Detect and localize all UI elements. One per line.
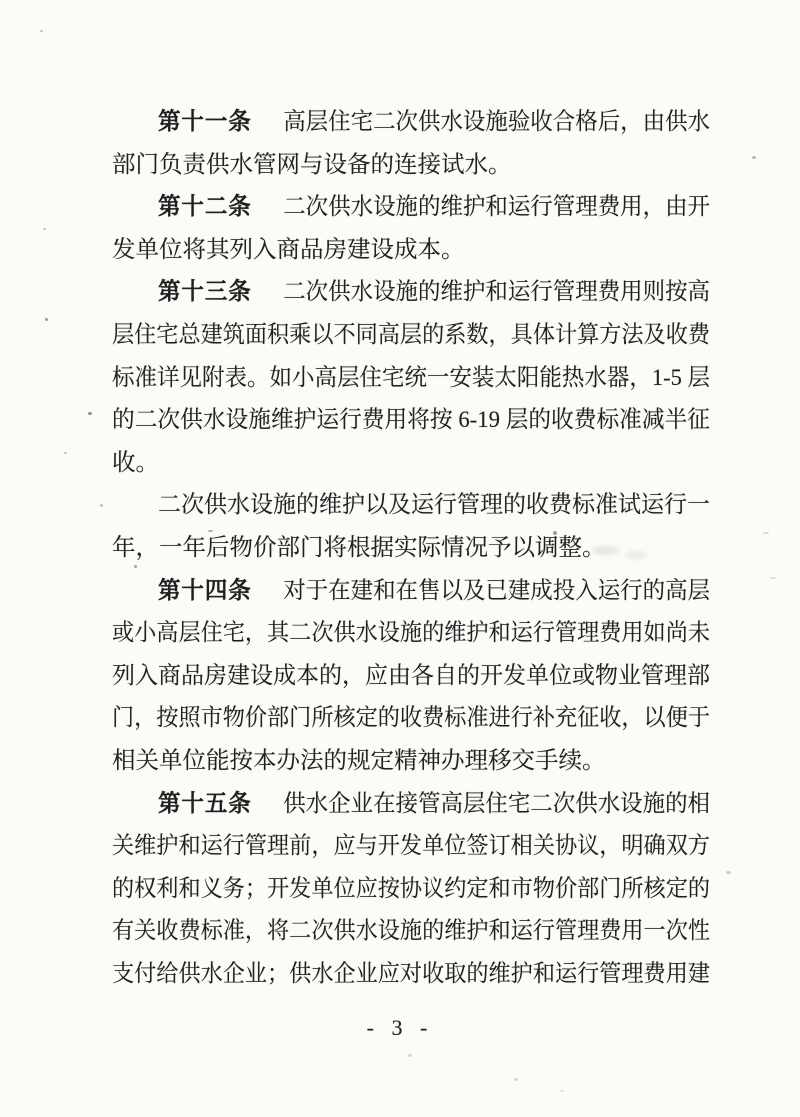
line-text: 的二次供水设施维护运行费用将按 6-19 层的收费标准减半征 — [112, 407, 710, 434]
line-text: 年，一年后物价部门将根据实际情况予以调整。 — [112, 534, 606, 561]
scan-speck — [100, 504, 103, 507]
line-text: 收。 — [112, 449, 159, 476]
line-text: 的权利和义务；开发单位应按协议约定和市物价部门所核定的 — [112, 875, 710, 902]
text-line-inner — [112, 868, 710, 911]
line-text: 二次供水设施的维护和运行管理费用则按高 — [283, 279, 710, 306]
text-line-inner — [158, 783, 710, 826]
line-text: 高层住宅二次供水设施验收合格后，由供水 — [283, 109, 710, 135]
text-line — [112, 186, 710, 229]
text-line — [112, 101, 710, 144]
text-line-inner — [158, 570, 710, 613]
text-line-inner — [112, 910, 710, 953]
text-line-inner — [112, 655, 710, 698]
text-line — [112, 357, 710, 400]
line-text: 对于在建和在售以及已建成投入运行的高层 — [283, 577, 710, 604]
line-text: 层住宅总建筑面积乘以不同高层的系数，具体计算方法及收费 — [112, 321, 710, 348]
text-line — [112, 399, 710, 442]
text-line — [112, 910, 710, 953]
text-line — [112, 570, 710, 613]
text-line — [112, 484, 710, 527]
line-text: 相关单位能按本办法的规定精神办理移交手续。 — [112, 747, 606, 774]
line-text: 门，按照市物价部门所核定的收费标准进行补充征收，以便于 — [112, 705, 710, 732]
article-heading: 第十二条 — [158, 194, 252, 221]
text-line-inner — [112, 314, 710, 357]
line-text: 供水企业在接管高层住宅二次供水设施的相 — [283, 790, 710, 817]
line-text: 部门负责供水管网与设备的连接试水。 — [112, 151, 512, 178]
text-line — [112, 697, 710, 740]
text-line — [112, 868, 710, 911]
line-text: 有关收费标准，将二次供水设施的维护和运行管理费用一次性 — [112, 918, 710, 945]
text-line-inner — [112, 740, 606, 783]
page-number: - 3 - — [366, 1015, 434, 1040]
text-line-inner — [112, 697, 710, 740]
scan-speck — [40, 30, 43, 32]
text-line — [112, 783, 710, 826]
article-heading: 第十一条 — [158, 109, 252, 135]
scan-speck — [43, 228, 46, 230]
text-line-inner — [112, 229, 465, 272]
text-line-inner — [112, 357, 710, 400]
text-line — [112, 271, 710, 314]
scan-speck — [514, 1078, 518, 1081]
text-line-inner — [112, 144, 512, 187]
text-line — [112, 527, 710, 570]
text-line — [112, 825, 710, 868]
line-text: 二次供水设施的维护以及运行管理的收费标准试运行一 — [158, 492, 710, 519]
article-heading: 第十三条 — [158, 279, 252, 306]
text-line-inner — [158, 186, 710, 229]
text-line-inner — [158, 271, 710, 314]
text-line — [112, 740, 710, 783]
article-heading: 第十四条 — [158, 577, 252, 604]
scan-speck — [763, 532, 769, 534]
line-text: 或小高层住宅，其二次供水设施的维护和运行管理费用如尚未 — [112, 620, 710, 647]
text-line-inner — [112, 442, 159, 485]
scan-speck — [726, 871, 731, 874]
text-line — [112, 314, 710, 357]
line-text: 二次供水设施的维护和运行管理费用，由开 — [283, 194, 710, 221]
line-text: 发单位将其列入商品房建设成本。 — [112, 236, 465, 263]
text-line-inner — [112, 399, 710, 442]
scan-speck — [64, 452, 67, 454]
line-text: 列入商品房建设成本的，应由各自的开发单位或物业管理部 — [112, 662, 710, 689]
scan-speck — [770, 577, 776, 579]
text-line-inner — [112, 825, 710, 868]
text-line — [112, 612, 710, 655]
text-line-inner — [158, 101, 710, 144]
text-line — [112, 953, 710, 996]
text-line-inner — [158, 484, 710, 527]
text-line — [112, 442, 710, 485]
scan-speck — [408, 1054, 412, 1057]
scan-speck — [560, 1090, 564, 1092]
line-text: 支付给供水企业；供水企业应对收取的维护和运行管理费用建 — [112, 960, 710, 987]
scan-speck — [752, 156, 756, 159]
line-text: 关维护和运行管理前，应与开发单位签订相关协议，明确双方 — [112, 833, 710, 860]
text-line-inner — [112, 612, 710, 655]
line-text: 标准详见附表。如小高层住宅统一安装太阳能热水器，1-5 层 — [112, 364, 710, 391]
scan-speck — [45, 318, 48, 321]
scan-speck — [88, 412, 92, 415]
text-line-inner — [112, 527, 606, 570]
text-line — [112, 229, 710, 272]
text-line — [112, 144, 710, 187]
text-line-inner — [112, 953, 710, 996]
document-body — [112, 101, 710, 995]
text-line — [112, 655, 710, 698]
article-heading: 第十五条 — [158, 790, 252, 817]
